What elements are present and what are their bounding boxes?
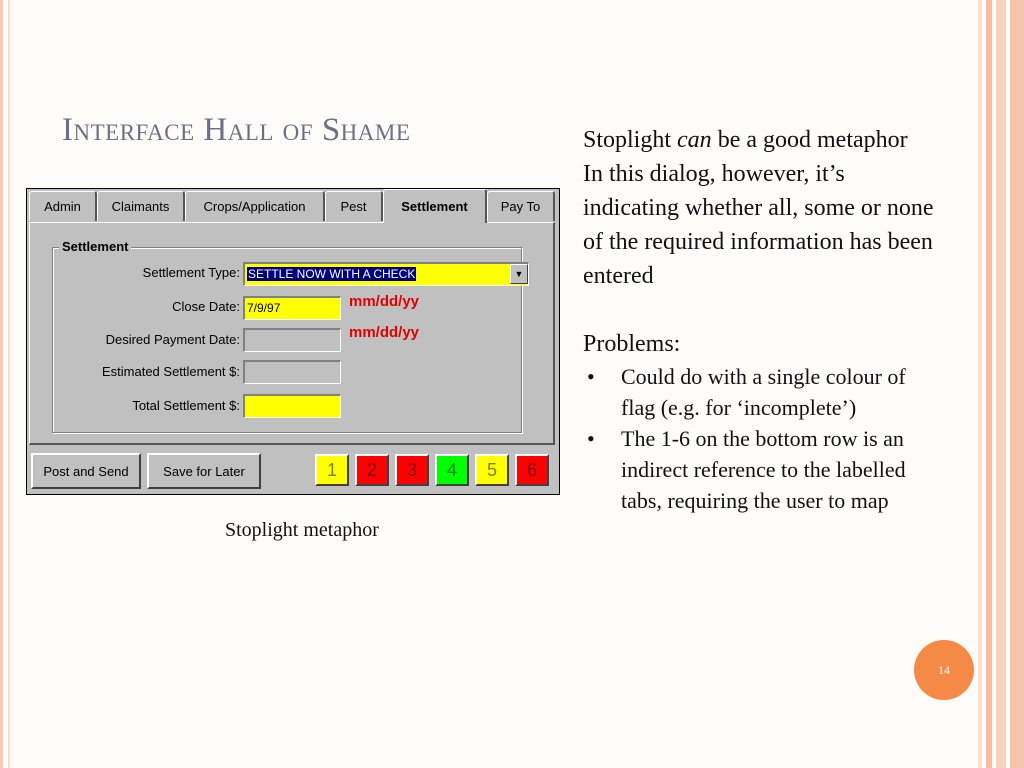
total-settlement-label: Total Settlement $: — [132, 398, 240, 413]
desired-payment-date-field[interactable] — [243, 328, 341, 352]
bullet-icon: • — [587, 364, 595, 389]
slide-body — [583, 123, 943, 516]
bullet-icon: • — [587, 426, 595, 451]
chevron-down-icon[interactable]: ▼ — [510, 264, 528, 284]
close-date-value: 7/9/97 — [247, 301, 281, 315]
total-settlement-field[interactable] — [243, 394, 341, 418]
post-and-send-button[interactable]: Post and Send — [31, 453, 141, 489]
tab-claimants[interactable]: Claimants — [97, 191, 185, 221]
close-date-label: Close Date: — [172, 299, 240, 314]
stoplight-3[interactable]: 3 — [395, 454, 429, 486]
tab-admin[interactable]: Admin — [29, 191, 97, 221]
slide-number-badge: 14 — [914, 640, 974, 700]
settlement-tab-panel — [29, 222, 555, 445]
slide-title: Interface Hall of Shame — [62, 112, 411, 148]
problems-list — [583, 361, 943, 516]
left-border-stripe — [0, 0, 3, 768]
group-label: Settlement — [59, 239, 131, 254]
settlement-type-label: Settlement Type: — [142, 265, 240, 280]
settlement-type-value: SETTLE NOW WITH A CHECK — [248, 267, 416, 281]
desired-payment-date-label: Desired Payment Date: — [105, 332, 240, 347]
list-item: • The 1-6 on the bottom row is an indirect reference to the labelled tabs, requiring the user to map — [583, 423, 943, 516]
problems-heading: Problems: — [583, 331, 681, 357]
desired-payment-format-hint: mm/dd/yy — [349, 324, 420, 341]
body-line-2: In this dialog, however, it’s indicating whether all, some or none of the required information has been entered — [583, 161, 934, 289]
right-border-stripe-2 — [986, 0, 992, 768]
tab-pay-to[interactable]: Pay To — [487, 191, 555, 221]
tab-pest[interactable]: Pest — [325, 191, 383, 221]
right-border-stripe-4 — [1010, 0, 1024, 768]
tab-crops-application[interactable]: Crops/Application — [185, 191, 325, 221]
settlement-type-select[interactable] — [243, 262, 529, 286]
right-border-stripe-1 — [978, 0, 982, 768]
stoplight-1[interactable]: 1 — [315, 454, 349, 486]
list-item: • Could do with a single colour of flag (e.g. for ‘incomplete’) — [583, 361, 943, 423]
estimated-settlement-label: Estimated Settlement $: — [101, 364, 240, 379]
estimated-settlement-field[interactable] — [243, 360, 341, 384]
stoplight-6[interactable]: 6 — [515, 454, 549, 486]
close-date-format-hint: mm/dd/yy — [349, 293, 420, 310]
stoplight-4[interactable]: 4 — [435, 454, 469, 486]
body-line-1: Stoplight can be a good metaphor — [583, 127, 908, 153]
settlement-groupbox — [52, 239, 524, 433]
save-for-later-button[interactable]: Save for Later — [147, 453, 261, 489]
figure-caption: Stoplight metaphor — [225, 519, 379, 541]
settlement-dialog — [26, 188, 560, 495]
left-border-stripe-inner — [8, 0, 10, 768]
stoplight-5[interactable]: 5 — [475, 454, 509, 486]
right-border-stripe-3 — [996, 0, 1006, 768]
close-date-field[interactable] — [243, 296, 341, 320]
stoplight-2[interactable]: 2 — [355, 454, 389, 486]
tab-settlement[interactable]: Settlement — [383, 189, 487, 223]
